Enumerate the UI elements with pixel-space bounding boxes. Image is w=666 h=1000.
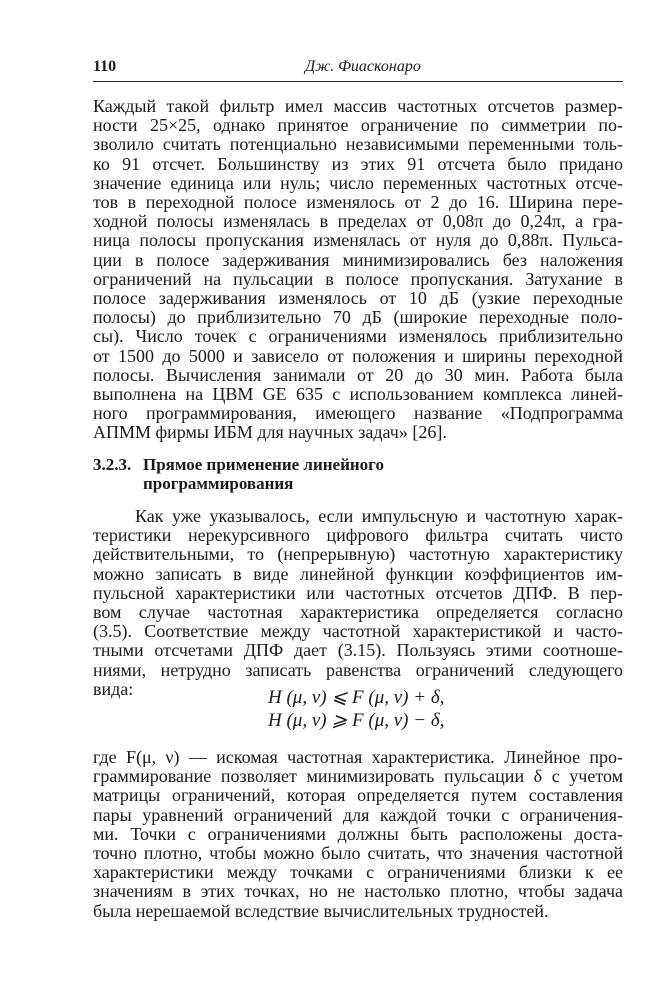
text-line: точно плотно, чтобы можно было считать, что значения частотной <box>93 843 623 864</box>
text-line: значениям в этих точках, но не настолько плотно, чтобы задача <box>93 881 623 902</box>
text-line: ного программирования, имеющего название «Подпрограмма <box>93 403 623 424</box>
text-line: граммирование позволяет минимизировать пульсации δ с учетом <box>93 766 623 787</box>
equation-lower-bound: H (μ, ν) ⩾ F (μ, ν) − δ, <box>268 710 445 731</box>
text-line: ми. Точки с ограничениями должны быть расположены доста- <box>93 823 623 844</box>
text-line: ции в полосе задерживания минимизировались без наложения <box>93 249 623 270</box>
paragraph-filter-description <box>93 97 623 443</box>
text-line: Каждый такой фильтр имел массив частотных отсчетов размер- <box>93 96 623 116</box>
text-line: вида: <box>93 678 134 699</box>
section-heading <box>93 455 623 493</box>
paragraph-linear-programming-intro <box>93 507 623 699</box>
text-line: теристики нерекурсивного цифрового фильтра считать чисто <box>93 525 623 546</box>
text-line: ограничений на пульсации в полосе пропускания. Затухание в <box>93 268 623 289</box>
section-number: 3.2.3. <box>93 455 132 474</box>
text-line: где F(μ, ν) — искомая частотная характеристика. Линейное про- <box>93 747 623 767</box>
section-title-line1: Прямое применение линейного <box>143 455 384 474</box>
running-head-author: Дж. Фиасконаро <box>305 58 421 75</box>
text-line: ница полосы пропускания изменялась от нуля до 0,88π. Пульса- <box>93 230 623 251</box>
text-line: вом случае частотная характеристика определяется согласно <box>93 602 623 623</box>
text-line: матрицы ограничений, которая определяется путем составления <box>93 785 623 806</box>
page-header <box>93 58 623 80</box>
text-line: характеристики между точками с ограничениями близки к ее <box>93 862 623 883</box>
text-line: зволило считать потенциально независимыми переменными толь- <box>93 134 623 155</box>
header-rule <box>93 81 623 82</box>
text-line: пары уравнений ограничений для каждой точки с ограничения- <box>93 804 623 825</box>
text-line: ходной полосы изменялась в пределах от 0,08π до 0,24π, а гра- <box>93 211 623 232</box>
text-line: тов в переходной полосе изменялось от 2 до 16. Ширина пере- <box>93 192 623 213</box>
text-line: была нерешаемой вследствие вычислительных трудностей. <box>93 900 549 921</box>
text-line: полосы. Вычисления занимали от 20 до 30 мин. Работа была <box>93 364 623 385</box>
section-title-line2: программирования <box>143 474 294 493</box>
text-line: действительными, то (непрерывную) частотную характеристику <box>93 544 623 565</box>
text-line: полосы) до приблизительно 70 дБ (широкие переходные поло- <box>93 307 623 328</box>
text-line: можно записать в виде линейной функции коэффициентов им- <box>93 563 623 584</box>
text-line: Как уже указывалось, если импульсную и частотную харак- <box>135 506 623 526</box>
text-line: значение единица или нуль; число переменных частотных отсче- <box>93 172 623 193</box>
text-line: тными отсчетами ДПФ дает (3.15). Пользуясь этими соотноше- <box>93 640 623 661</box>
text-line: (3.5). Соответствие между частотной характеристикой и часто- <box>93 621 623 642</box>
text-line: сы). Число точек с ограничениями изменялось приблизительно <box>93 326 623 347</box>
text-line: полосе задерживания изменялось от 10 дБ (узкие переходные <box>93 288 623 309</box>
text-line: пульсной характеристики или частотных отсчетов ДПФ. В пер- <box>93 582 623 603</box>
constraint-equations <box>268 686 444 732</box>
page-number: 110 <box>93 58 117 75</box>
text-line: ности 25×25, однако принятое ограничение по симметрии по- <box>93 115 623 136</box>
text-line: АПММ фирмы ИБМ для научных задач» [26]. <box>93 422 447 443</box>
equation-upper-bound: H (μ, ν) ⩽ F (μ, ν) + δ, <box>268 687 445 708</box>
text-line: от 1500 до 5000 и зависело от положения и ширины переходной <box>93 345 623 366</box>
text-line: ко 91 отсчет. Большинству из этих 91 отсчета было придано <box>93 153 623 174</box>
paragraph-linear-programming-explanation <box>93 748 623 921</box>
text-line: выполнена на ЦВМ GE 635 с использованием комплекса линей- <box>93 384 623 405</box>
text-line: ниями, нетрудно записать равенства ограничений следующего <box>93 659 623 680</box>
